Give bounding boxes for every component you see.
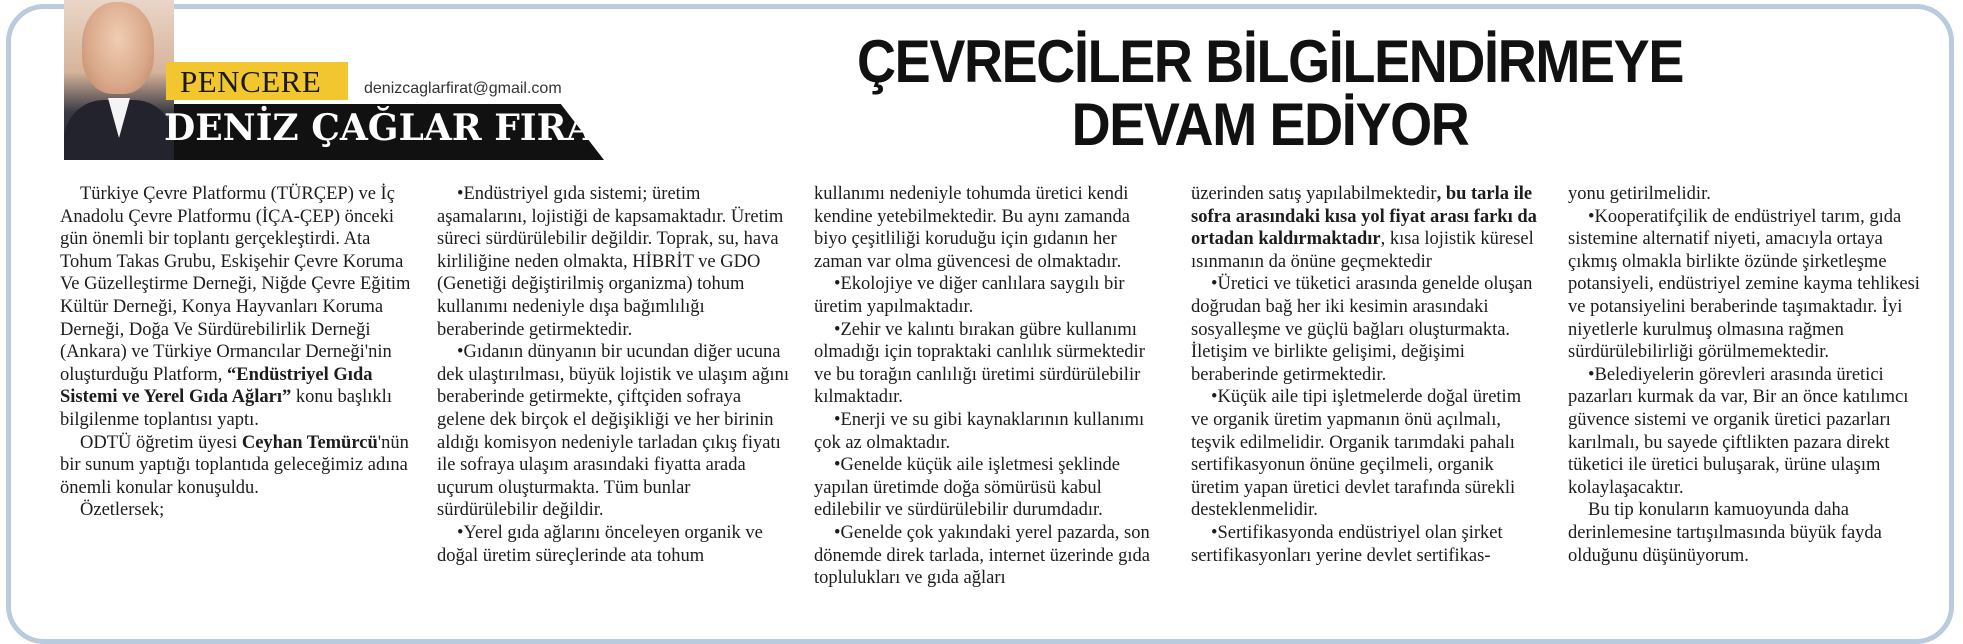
paragraph: ODTÜ öğretim üyesi Ceyhan Temürcü'nün bir sunum yaptığı toplantıda geleceğimiz adına önemli konular konuşuldu.: [60, 432, 409, 498]
headline-line-1: ÇEVRECİLER BİLGİLENDİRMEYE: [857, 28, 1683, 95]
paragraph: •Küçük aile tipi işletmelerde doğal üretim ve organik üretim yapmanın önü açılmalı, teşvik edilmelidir. Organik tarımdaki pahalı sertifikasyonun önüne geçilmeli, organik üretim yapan üretici devlet tarafında sürekli desteklenmelidir.: [1191, 387, 1522, 521]
paragraph: •Genelde çok yakındaki yerel pazarda, son dönemde direk tarlada, internet üzerinde gıda toplulukları ve gıda ağları: [814, 522, 1150, 589]
paragraph: •Belediyelerin görevleri arasında üretici pazarları kurmak da var, Bir an önce katılımcı güvence sistemi ve organik üretici pazarları karılmalı, bu sayede çiftlikten pazara direkt tüketici ile üretici buluşarak, ürüne ulaşım kolaylaşacaktır.: [1568, 364, 1909, 498]
author-photo: [64, 0, 174, 160]
text-column-4: [1191, 183, 1543, 590]
paragraph: •Genelde küçük aile işletmesi şeklinde yapılan üretimde doğa sömürüsü kabul edilebilir ve sürdürülebilir durumdadır.: [814, 455, 1120, 521]
paragraph: •Kooperatifçilik de endüstriyel tarım, gıda sistemine alternatif niyeti, amacıyla ortaya çıkmış olmakla birlikte özünde şirketleşme potansiyeli, endüstriyel zemine kayma tehlikesi ve potansiyelini beraberinde taşımaktadır. İyi niyetlerle kurulmuş olmasına rağmen sürdürülebilirliği görülmemektedir.: [1568, 206, 1920, 363]
paragraph: •Endüstriyel gıda sistemi; üretim aşamalarını, lojistiği de kapsamaktadır. Üretim süreci sürdürülebilir değildir. Toprak, su, hava kirliliğine neden olmakta, HİBRİT ve GDO (Genetiği değiştirilmiş organizma) tohum kullanımı nedeniyle dışa bağımlılığı beraberinde getirmektedir.: [437, 184, 784, 340]
paragraph: Bu tip konuların kamuoyunda daha derinlemesine tartışılmasında büyük fayda olduğunu düşünüyorum.: [1568, 500, 1882, 566]
text-column-2: [437, 183, 789, 590]
text-column-3: [814, 183, 1166, 590]
paragraph: •Sertifikasyonda endüstriyel olan şirket sertifikasyonları yerine devlet sertifikas-: [1191, 522, 1503, 566]
paragraph: •Ekolojiye ve diğer canlılara saygılı bir üretim yapılmaktadır.: [814, 274, 1125, 317]
headline-line-2: DEVAM EDİYOR: [1071, 91, 1469, 158]
article-headline: [838, 30, 1702, 156]
paragraph: •Zehir ve kalıntı bırakan gübre kullanımı olmadığı için topraktaki canlılık sürmektedir ve bu torağın canlılığı üretimi sürdürülebilir kılmaktadır.: [814, 319, 1145, 408]
paragraph: •Gıdanın dünyanın bir ucundan diğer ucuna dek ulaştırılması, büyük lojistik ve ulaşım ağını beraberinde getirmekte, çiftçiden sofraya gelene dek birçok el değişikliği ve her birinin aldığı komisyon nedeniyle tarladan çıkış fiyatı ile sofraya ulaşım arasındaki fiyatta arada uçurum oluşturmakta. Tüm bunlar sürdürülebilir değildir.: [437, 342, 789, 521]
paragraph: •Yerel gıda ağlarını önceleyen organik ve doğal üretim süreçlerinde ata tohum: [437, 522, 763, 566]
text-column-5: [1568, 183, 1920, 590]
author-email: denizcaglarfirat@gmail.com: [364, 80, 562, 97]
author-name: DENİZ ÇAĞLAR FIRAT: [164, 107, 620, 149]
paragraph: Türkiye Çevre Platformu (TÜRÇEP) ve İç Anadolu Çevre Platformu (İÇA-ÇEP) önceki gün önemli bir toplantı gerçekleştirdi. Ata Tohum Takas Grubu, Eskişehir Çevre Koruma Ve Güzelleştirme Derneği, Niğde Çevre Eğitim Kültür Derneği, Konya Hayvanları Koruma Derneği, Doğa Ve Sürdürebilirlik Derneği (Ankara) ve Türkiye Ormancılar Derneği'nin oluşturduğu Platform, “Endüstriyel Gıda Sistemi ve Yerel Gıda Ağları” konu başlıklı bilgilenme toplantısı yaptı.: [60, 184, 411, 430]
column-tag: PENCERE: [166, 62, 348, 100]
author-photo-face: [82, 2, 154, 94]
paragraph: •Enerji ve su gibi kaynaklarının kullanımı çok az olmaktadır.: [814, 409, 1145, 453]
paragraph: üzerinden satış yapılabilmektedir, bu tarla ile sofra arasındaki kısa yol fiyat arası farkı da ortadan kaldırmaktadır, kısa lojistik küresel ısınmanın da önüne geçmektedir: [1191, 184, 1537, 272]
article-body: [60, 183, 1920, 590]
paragraph: kullanımı nedeniyle tohumda üretici kendi kendine yetebilmektedir. Bu aynı zamanda biyo çeşitliliği koruduğu için gıdanın her zaman var olma güvencesi de olmaktadır.: [814, 184, 1130, 272]
paragraph: •Üretici ve tüketici arasında genelde oluşan doğrudan bağ her iki kesimin arasındaki sosyalleşme ve güçlü bağları oluşturmakta. İletişim ve birlikte gelişimi, değişimi beraberinde getirmektedir.: [1191, 274, 1533, 385]
paragraph: yonu getirilmelidir.: [1568, 184, 1711, 204]
paragraph: Özetlersek;: [80, 500, 165, 521]
text-column-1: [60, 183, 412, 590]
